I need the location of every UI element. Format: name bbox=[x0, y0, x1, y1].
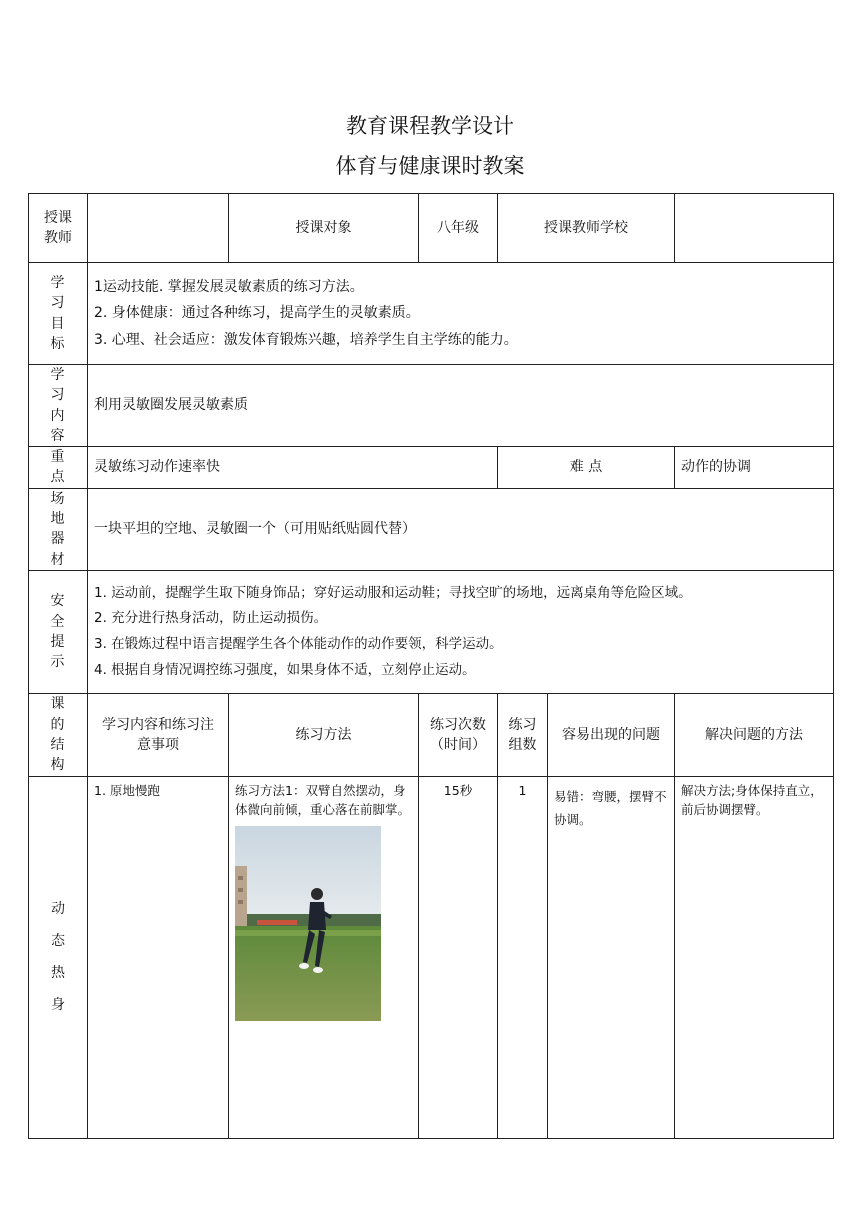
key-point-label: 重 点 bbox=[29, 447, 88, 489]
school-name-cell bbox=[675, 194, 834, 263]
structure-header-row bbox=[29, 693, 834, 776]
col-header-content-line1: 学习内容和练习注 bbox=[102, 716, 214, 733]
warmup-label-char: 热 bbox=[51, 965, 65, 982]
goals-label-line2: 目 标 bbox=[50, 315, 74, 352]
teacher-label-line2: 教师 bbox=[44, 230, 72, 246]
safety-item: 2. 充分进行热身活动，防止运动损伤。 bbox=[94, 610, 328, 627]
content-row bbox=[29, 365, 834, 447]
col-header-groups bbox=[498, 693, 548, 776]
difficulty-label: 难 点 bbox=[498, 447, 675, 489]
warmup-method-text: 练习方法1：双臂自然摆动，身体微向前倾，重心落在前脚掌。 bbox=[235, 782, 411, 818]
venue-label bbox=[29, 488, 88, 570]
goals-row bbox=[29, 263, 834, 365]
goals-label-line1: 学 习 bbox=[50, 274, 74, 312]
warmup-solution: 解决方法;身体保持直立，前后协调摆臂。 bbox=[675, 776, 834, 1138]
header-row bbox=[29, 194, 834, 263]
safety-item: 1. 运动前，提醒学生取下随身饰品；穿好运动服和运动鞋；寻找空旷的场地，远离桌角等危险区域。 bbox=[94, 584, 692, 601]
venue-row bbox=[29, 488, 834, 570]
warmup-method-cell bbox=[229, 776, 419, 1138]
key-points-row bbox=[29, 447, 834, 489]
col-header-problems: 容易出现的问题 bbox=[548, 693, 675, 776]
venue-label-line1: 场 地 bbox=[50, 490, 74, 528]
warmup-label-char: 态 bbox=[51, 933, 65, 950]
warmup-label-char: 身 bbox=[51, 997, 65, 1014]
content-label bbox=[29, 365, 88, 447]
goals-cell bbox=[88, 263, 834, 365]
warmup-count: 15秒 bbox=[419, 776, 498, 1138]
content-label-line2: 内 容 bbox=[50, 407, 74, 444]
structure-label bbox=[29, 693, 88, 776]
venue-text: 一块平坦的空地、灵敏圈一个（可用贴纸贴圆代替） bbox=[88, 488, 834, 570]
warmup-label-char: 动 bbox=[51, 901, 65, 918]
document-title: 教育课程教学设计 bbox=[346, 114, 514, 138]
lesson-plan-table bbox=[28, 193, 834, 1139]
col-header-count-line2: （时间） bbox=[430, 736, 486, 753]
safety-cell bbox=[88, 570, 834, 693]
col-header-count bbox=[419, 693, 498, 776]
col-header-groups-line1: 练习 bbox=[508, 716, 537, 733]
difficulty-text: 动作的协调 bbox=[675, 447, 834, 489]
col-header-solutions: 解决问题的方法 bbox=[675, 693, 834, 776]
teacher-name-cell bbox=[88, 194, 229, 263]
warmup-groups: 1 bbox=[498, 776, 548, 1138]
goal-item: 2. 身体健康：通过各种练习，提高学生的灵敏素质。 bbox=[94, 305, 420, 322]
structure-label-line1: 课 的 bbox=[50, 696, 74, 733]
jogging-photo bbox=[235, 826, 381, 1021]
warmup-item: 1. 原地慢跑 bbox=[88, 776, 229, 1138]
warmup-label bbox=[29, 776, 88, 1138]
col-header-method: 练习方法 bbox=[229, 693, 419, 776]
warmup-row bbox=[29, 776, 834, 1138]
safety-label-line2: 提 示 bbox=[50, 633, 74, 671]
document-subtitle: 体育与健康课时教案 bbox=[335, 154, 525, 178]
teacher-label-cell bbox=[29, 194, 88, 263]
teacher-label-line1: 授课 bbox=[44, 209, 72, 226]
col-header-content-line2: 意事项 bbox=[137, 736, 179, 753]
school-label-cell: 授课教师学校 bbox=[498, 194, 675, 263]
safety-label-line1: 安 全 bbox=[50, 593, 74, 630]
grade-cell: 八年级 bbox=[419, 194, 498, 263]
venue-label-line2: 器 材 bbox=[50, 531, 74, 568]
content-label-line1: 学 习 bbox=[50, 367, 74, 404]
col-header-groups-line2: 组数 bbox=[508, 736, 537, 753]
col-header-count-line1: 练习次数 bbox=[430, 716, 486, 733]
structure-label-line2: 结 构 bbox=[50, 736, 74, 774]
safety-label bbox=[29, 570, 88, 693]
safety-item: 3. 在锻炼过程中语言提醒学生各个体能动作的动作要领，科学运动。 bbox=[94, 635, 503, 652]
key-point-text: 灵敏练习动作速率快 bbox=[88, 447, 498, 489]
warmup-problem: 易错：弯腰，摆臂不协调。 bbox=[548, 776, 675, 1138]
goal-item: 3. 心理、社会适应：激发体育锻炼兴趣，培养学生自主学练的能力。 bbox=[94, 331, 518, 348]
goal-item: 1运动技能. 掌握发展灵敏素质的练习方法。 bbox=[94, 279, 364, 296]
content-text: 利用灵敏圈发展灵敏素质 bbox=[88, 365, 834, 447]
safety-item: 4. 根据自身情况调控练习强度，如果身体不适，立刻停止运动。 bbox=[94, 661, 476, 678]
col-header-content bbox=[88, 693, 229, 776]
goals-label bbox=[29, 263, 88, 365]
safety-row bbox=[29, 570, 834, 693]
target-label-cell: 授课对象 bbox=[229, 194, 419, 263]
